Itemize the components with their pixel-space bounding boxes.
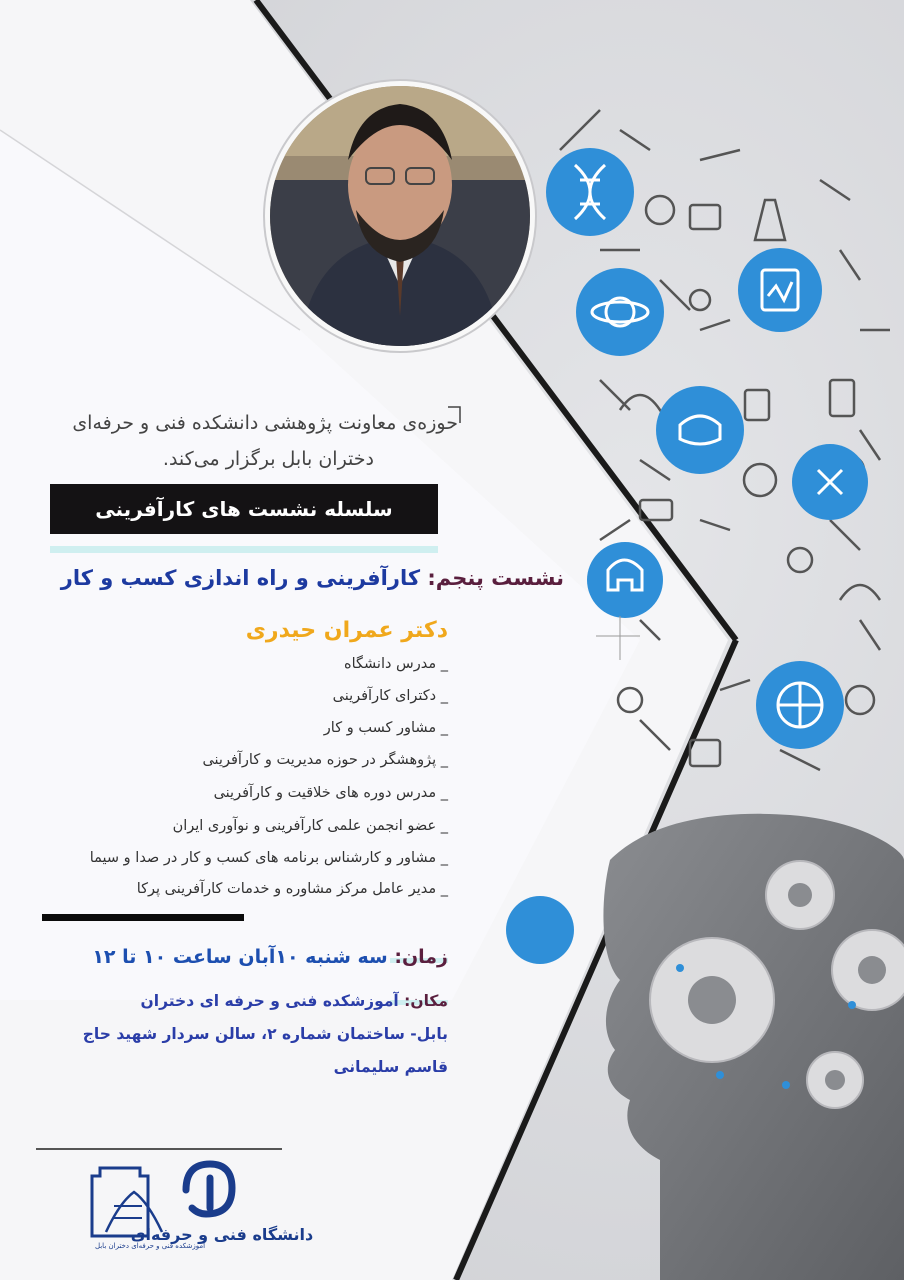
footer-divider	[36, 1148, 282, 1150]
black-divider	[42, 914, 244, 921]
credential-item: _ عضو انجمن علمی کارآفرینی و نوآوری ایران	[172, 818, 448, 834]
credential-item: _ مدرس دوره های خلاقیت و کارآفرینی	[213, 785, 448, 801]
credential-item: _ مدیر عامل مرکز مشاوره و خدمات کارآفرینی پرکا	[136, 881, 448, 897]
credential-item: _ مشاور و کارشناس برنامه های کسب و کار در صدا و سیما	[89, 850, 448, 866]
place-label: مکان:	[404, 992, 448, 1010]
svg-text:دانشگاه فنی و حرفه‌ای: دانشگاه فنی و حرفه‌ای	[130, 1225, 314, 1244]
time-line	[92, 946, 448, 968]
credential-item: _ مدرس دانشگاه	[343, 656, 448, 672]
session-title-line	[61, 566, 564, 590]
place-line-3: قاسم سلیمانی	[333, 1058, 448, 1076]
session-number: نشست پنجم:	[427, 566, 564, 590]
time-label: زمان:	[394, 946, 448, 968]
series-banner: سلسله نشست های کارآفرینی	[50, 484, 438, 534]
session-topic: کارآفرینی و راه اندازی کسب و کار	[60, 566, 421, 590]
organizer-line-2: دختران بابل برگزار می‌کند.	[162, 448, 374, 470]
cyan-divider	[50, 546, 438, 553]
place-line-2: بابل- ساختمان شماره ۲، سالن سردار شهید حاج	[82, 1025, 448, 1043]
svg-text:آموزشکده فنی و حرفه‌ای دختران: آموزشکده فنی و حرفه‌ای دختران بابل	[94, 1242, 206, 1250]
credential-item: _ دکترای کارآفرینی	[332, 688, 448, 704]
credential-item: _ پژوهشگر در حوزه مدیریت و کارآفرینی	[202, 752, 448, 768]
organizer-line-1: حوزه‌ی معاونت پژوهشی دانشکده فنی و حرفه‌ای	[72, 412, 458, 434]
time-value: سه شنبه ۱۰آبان ساعت ۱۰ تا ۱۲	[92, 946, 388, 968]
place-value: آموزشکده فنی و حرفه ای دختران	[140, 992, 399, 1010]
speaker-name: دکتر عمران حیدری	[245, 618, 448, 643]
credential-item: _ مشاور کسب و کار	[323, 720, 448, 736]
place-line-1	[141, 992, 448, 1010]
